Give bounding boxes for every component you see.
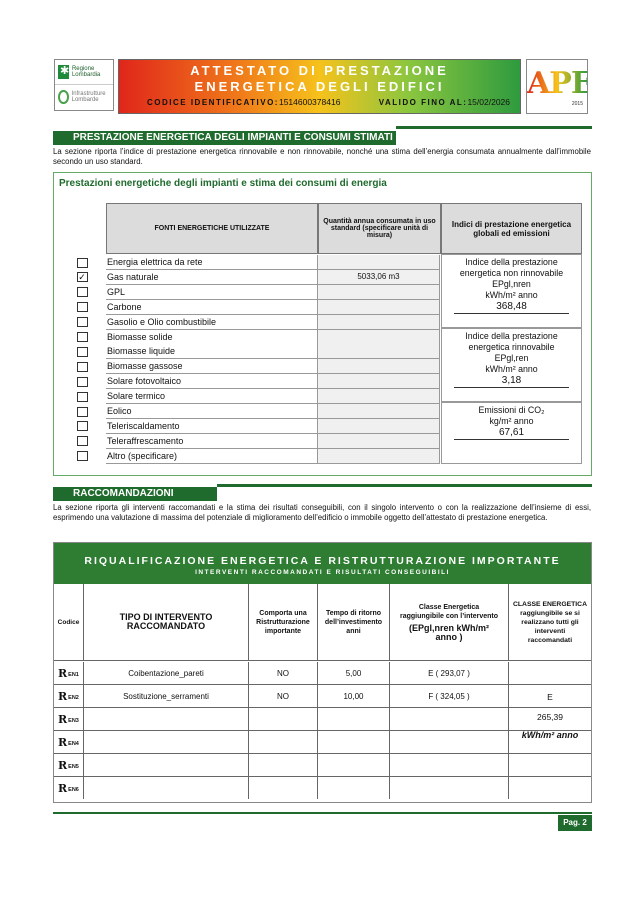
row-tempo (318, 708, 390, 730)
fuel-label: Biomasse solide (106, 330, 317, 345)
fuel-label: Carbone (106, 300, 317, 315)
col-classe-finale: CLASSE ENERGETICA raggiungibile se si realizzano tutti gli interventi raccomandati (509, 584, 591, 661)
fuel-quantity (317, 434, 440, 449)
fuel-label: Biomasse gassose (106, 359, 317, 374)
row-ristrutturazione (249, 708, 318, 730)
row-tipo (84, 754, 249, 776)
row-ristrutturazione: NO (249, 685, 318, 707)
title-line-2: ENERGETICA DEGLI EDIFICI (194, 79, 445, 94)
row-tempo: 10,00 (318, 685, 390, 707)
col-header-indici: Indici di prestazione energetica globali ed emissioni (441, 203, 582, 254)
footer-divider (53, 812, 592, 814)
fuel-quantity (317, 300, 440, 315)
fuel-quantity (317, 285, 440, 300)
infrastrutture-icon (58, 90, 69, 104)
col-codice: Codice (54, 584, 84, 661)
row-code: R EN1 (54, 662, 84, 684)
row-code: R EN2 (54, 685, 84, 707)
title-line-1: ATTESTATO DI PRESTAZIONE (190, 63, 449, 78)
fuel-checkbox[interactable] (77, 407, 88, 417)
logo-text-infrastrutture: Infrastrutture Lombarde (71, 90, 106, 103)
row-tempo (318, 754, 390, 776)
ape-logo-year: 2015 (571, 101, 583, 107)
regione-lombardia-logo (54, 59, 114, 111)
document-title-band (118, 59, 521, 114)
row-tipo: Sostituzione_serramenti (84, 685, 249, 707)
fuel-checkbox[interactable] (77, 362, 88, 372)
col-header-quantita: Quantità annua consumata in uso standard (specificare unità di misura) (318, 203, 441, 254)
ape-logo-text: APE (527, 60, 587, 108)
co2-emissions-value: 67,61 (454, 427, 569, 440)
row-classe (390, 754, 509, 776)
section-title-raccomandazioni: RACCOMANDAZIONI (53, 487, 217, 501)
fuel-row (58, 434, 440, 449)
fuel-checkbox[interactable] (77, 317, 88, 327)
row-ristrutturazione: NO (249, 662, 318, 684)
fuel-quantity (317, 419, 440, 434)
fuel-row (58, 374, 440, 389)
row-classe: F ( 324,05 ) (390, 685, 509, 707)
row-code: R EN6 (54, 777, 84, 799)
fuel-row (58, 315, 440, 330)
fuel-checkbox[interactable] (77, 392, 88, 402)
fuel-quantity (317, 330, 440, 345)
fuel-quantity (317, 359, 440, 374)
row-code: R EN3 (54, 708, 84, 730)
row-tempo (318, 731, 390, 753)
fuel-checkbox[interactable] (77, 436, 88, 446)
fuel-label: Altro (specificare) (106, 449, 317, 464)
fuel-label: Eolico (106, 404, 317, 419)
co2-emissions: Emissioni di CO₂ kg/m² anno 67,61 (441, 402, 582, 464)
row-ristrutturazione (249, 777, 318, 799)
fuel-row (58, 419, 440, 434)
fuel-checkbox[interactable] (77, 332, 88, 342)
index-renewable: Indice della prestazione energetica rinnovabile EPgl,ren kWh/m² anno 3,18 (441, 328, 582, 402)
code-value: 1514600378416 (278, 97, 341, 107)
fuel-checkbox[interactable] (77, 347, 88, 357)
fuel-label: Gas naturale (106, 270, 317, 285)
section-divider (396, 126, 592, 129)
row-tempo: 5,00 (318, 662, 390, 684)
col-tipo: TIPO DI INTERVENTO RACCOMANDATO (84, 584, 249, 661)
fuel-label: Teleriscaldamento (106, 419, 317, 434)
fuel-quantity: 5033,06 m3 (317, 270, 440, 285)
recommendations-table (53, 542, 592, 803)
fuel-checkbox[interactable] (77, 421, 88, 431)
table-subtitle: INTERVENTI RACCOMANDATI E RISULTATI CONSEGUIBILI (195, 569, 450, 576)
ape-logo (526, 59, 593, 114)
fuel-checkbox[interactable] (77, 287, 88, 297)
fuel-quantity (317, 449, 440, 464)
row-classe (390, 708, 509, 730)
lombardia-rose-icon (58, 65, 69, 79)
index-renewable-value: 3,18 (454, 375, 569, 388)
box-title: Prestazioni energetiche degli impianti e stima dei consumi di energia (59, 178, 387, 189)
row-classe: E ( 293,07 ) (390, 662, 509, 684)
page-number: Pag. 2 (558, 815, 592, 831)
fuel-row (58, 270, 440, 285)
col-header-fonti: FONTI ENERGETICHE UTILIZZATE (106, 203, 318, 254)
row-tempo (318, 777, 390, 799)
section-title-prestazione: PRESTAZIONE ENERGETICA DEGLI IMPIANTI E CONSUMI STIMATI (53, 131, 396, 145)
fuel-checkbox[interactable] (77, 377, 88, 387)
fuel-quantity (317, 344, 440, 359)
fuel-label: Solare termico (106, 389, 317, 404)
fuel-checkbox[interactable]: ✓ (78, 272, 86, 283)
row-tipo (84, 777, 249, 799)
fuel-row (58, 300, 440, 315)
row-classe (390, 777, 509, 799)
logo-text-regione: Regione Lombardia (71, 66, 101, 78)
fuel-row (58, 330, 440, 345)
final-class: E (547, 692, 553, 702)
section-divider-2 (217, 484, 592, 487)
valid-label: VALIDO FINO AL: (378, 98, 468, 107)
row-tipo (84, 708, 249, 730)
col-classe: Classe Energetica raggiungibile con l’intervento (EPgl,nren kWh/m² anno ) (390, 584, 509, 661)
final-value: 265,39 (537, 712, 563, 722)
table-title: RIQUALIFICAZIONE ENERGETICA E RISTRUTTURAZIONE IMPORTANTE (84, 555, 561, 567)
fuel-label: Energia elettrica da rete (106, 255, 317, 270)
fuel-label: GPL (106, 285, 317, 300)
index-nonrenewable: Indice della prestazione energetica non rinnovabile EPgl,nren kWh/m² anno 368,48 (441, 254, 582, 328)
final-unit: kWh/m² anno (521, 730, 579, 740)
fuel-checkbox[interactable] (77, 302, 88, 312)
valid-value: 15/02/2026 (467, 97, 510, 107)
section1-paragraph: La sezione riporta l’indice di prestazione energetica rinnovabile e non rinnovabile, nonché una stima dell’energia consumata annualmente dall’immobile secondo un uso standard. (53, 147, 591, 166)
row-code: R EN5 (54, 754, 84, 776)
code-label: CODICE IDENTIFICATIVO: (147, 98, 279, 107)
row-tipo: Coibentazione_pareti (84, 662, 249, 684)
fuel-label: Biomasse liquide (106, 344, 317, 359)
fuel-checkbox[interactable] (77, 451, 88, 461)
fuel-label: Gasolio e Olio combustibile (106, 315, 317, 330)
final-class-cell (509, 662, 591, 803)
fuel-quantity (317, 404, 440, 419)
section2-paragraph: La sezione riporta gli interventi raccomandati e la stima dei risultati conseguibili, con il singolo intervento o con la realizzazione dell’insieme di essi, esprimendo una valutazione di massima del potenziale di miglioramento dell’edificio o immobile oggetto dell’attestato di prestazione energetica. (53, 503, 591, 522)
fuel-row (58, 344, 440, 359)
fuel-label: Teleraffrescamento (106, 434, 317, 449)
fuel-quantity (317, 255, 440, 270)
fuel-quantity (317, 315, 440, 330)
row-tipo (84, 731, 249, 753)
fuel-label: Solare fotovoltaico (106, 374, 317, 389)
fuel-row (58, 285, 440, 300)
row-classe (390, 731, 509, 753)
fuel-row (58, 449, 440, 464)
row-code: R EN4 (54, 731, 84, 753)
fuel-row (58, 404, 440, 419)
fuel-row (58, 359, 440, 374)
fuel-quantity (317, 374, 440, 389)
col-tempo: Tempo di ritorno dell’investimento anni (318, 584, 390, 661)
fuel-row (58, 255, 440, 270)
index-nonrenewable-value: 368,48 (454, 301, 569, 314)
fuel-quantity (317, 389, 440, 404)
col-ristrutturazione: Comporta una Ristrutturazione importante (249, 584, 318, 661)
row-ristrutturazione (249, 754, 318, 776)
fuel-row (58, 389, 440, 404)
fuel-checkbox[interactable] (77, 258, 88, 268)
row-ristrutturazione (249, 731, 318, 753)
